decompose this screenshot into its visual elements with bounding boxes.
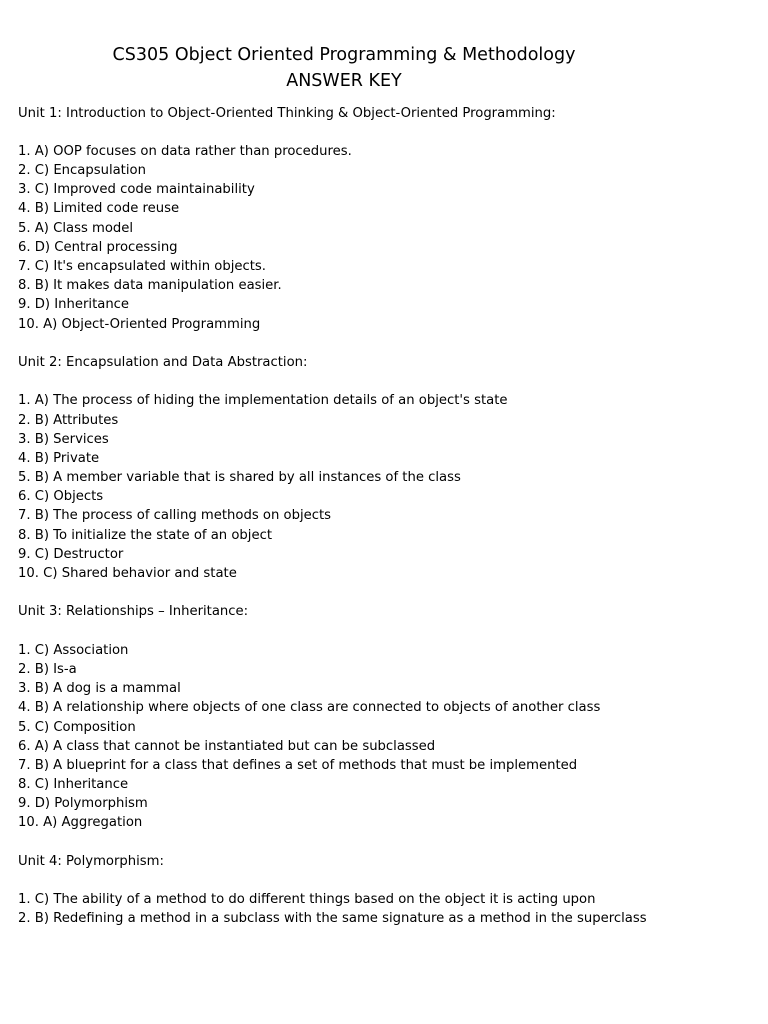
document-subtitle: ANSWER KEY bbox=[286, 71, 402, 91]
answer-line: 8. B) It makes data manipulation easier. bbox=[18, 278, 282, 294]
answer-line: 7. B) A blueprint for a class that defines a set of methods that must be implemented bbox=[18, 757, 578, 773]
answer-line: 2. B) Is-a bbox=[18, 661, 77, 677]
unit-heading: Unit 4: Polymorphism: bbox=[18, 853, 164, 869]
answer-line: 1. C) Association bbox=[18, 642, 129, 658]
spacer bbox=[18, 334, 758, 353]
spacer bbox=[18, 871, 758, 890]
unit-heading: Unit 3: Relationships – Inheritance: bbox=[18, 604, 249, 620]
answer-line: 6. C) Objects bbox=[18, 489, 104, 505]
answer-line: 5. B) A member variable that is shared by all instances of the class bbox=[18, 470, 461, 486]
answer-line: 10. C) Shared behavior and state bbox=[18, 566, 237, 581]
answer-line: 3. C) Improved code maintainability bbox=[18, 182, 255, 198]
answer-line: 1. C) The ability of a method to do different things based on the object it is acting upon bbox=[18, 892, 596, 908]
unit-section bbox=[18, 353, 758, 602]
spacer bbox=[18, 123, 758, 142]
answer-line: 10. A) Object-Oriented Programming bbox=[18, 316, 261, 332]
unit-heading: Unit 1: Introduction to Object-Oriented Thinking & Object-Oriented Programming: bbox=[18, 105, 556, 121]
unit-section bbox=[18, 852, 758, 929]
answer-line: 9. D) Inheritance bbox=[18, 297, 130, 313]
answer-line: 4. B) Private bbox=[18, 450, 100, 466]
answer-line: 6. A) A class that cannot be instantiated but can be subclassed bbox=[18, 738, 436, 754]
spacer bbox=[18, 583, 758, 602]
answer-line: 2. C) Encapsulation bbox=[18, 163, 146, 179]
answer-line: 2. B) Attributes bbox=[18, 412, 119, 428]
answer-line: 9. D) Polymorphism bbox=[18, 796, 148, 812]
answer-line: 10. A) Aggregation bbox=[18, 815, 143, 831]
spacer bbox=[18, 372, 758, 391]
spacer bbox=[18, 622, 758, 641]
answer-line: 1. A) The process of hiding the implementation details of an object's state bbox=[18, 393, 508, 409]
answer-line: 7. C) It's encapsulated within objects. bbox=[18, 259, 266, 274]
spacer bbox=[18, 833, 758, 852]
answer-key-body bbox=[18, 104, 758, 929]
answer-line: 1. A) OOP focuses on data rather than procedures. bbox=[18, 143, 352, 159]
answer-line: 8. C) Inheritance bbox=[18, 777, 129, 793]
answer-line: 5. A) Class model bbox=[18, 220, 134, 236]
unit-section bbox=[18, 104, 758, 353]
answer-line: 6. D) Central processing bbox=[18, 239, 178, 255]
answer-line: 3. B) Services bbox=[18, 431, 109, 447]
document-title: CS305 Object Oriented Programming & Methodology bbox=[112, 45, 576, 65]
unit-section bbox=[18, 602, 758, 851]
answer-line: 4. B) A relationship where objects of one class are connected to objects of another class bbox=[18, 700, 601, 716]
answer-line: 5. C) Composition bbox=[18, 719, 136, 735]
answer-line: 8. B) To initialize the state of an object bbox=[18, 527, 272, 543]
unit-heading: Unit 2: Encapsulation and Data Abstraction: bbox=[18, 354, 308, 370]
answer-line: 3. B) A dog is a mammal bbox=[18, 681, 181, 697]
answer-line: 7. B) The process of calling methods on objects bbox=[18, 508, 332, 524]
answer-line: 4. B) Limited code reuse bbox=[18, 201, 180, 217]
answer-line: 2. B) Redefining a method in a subclass with the same signature as a method in the superclass bbox=[18, 911, 647, 927]
answer-line: 9. C) Destructor bbox=[18, 546, 124, 562]
